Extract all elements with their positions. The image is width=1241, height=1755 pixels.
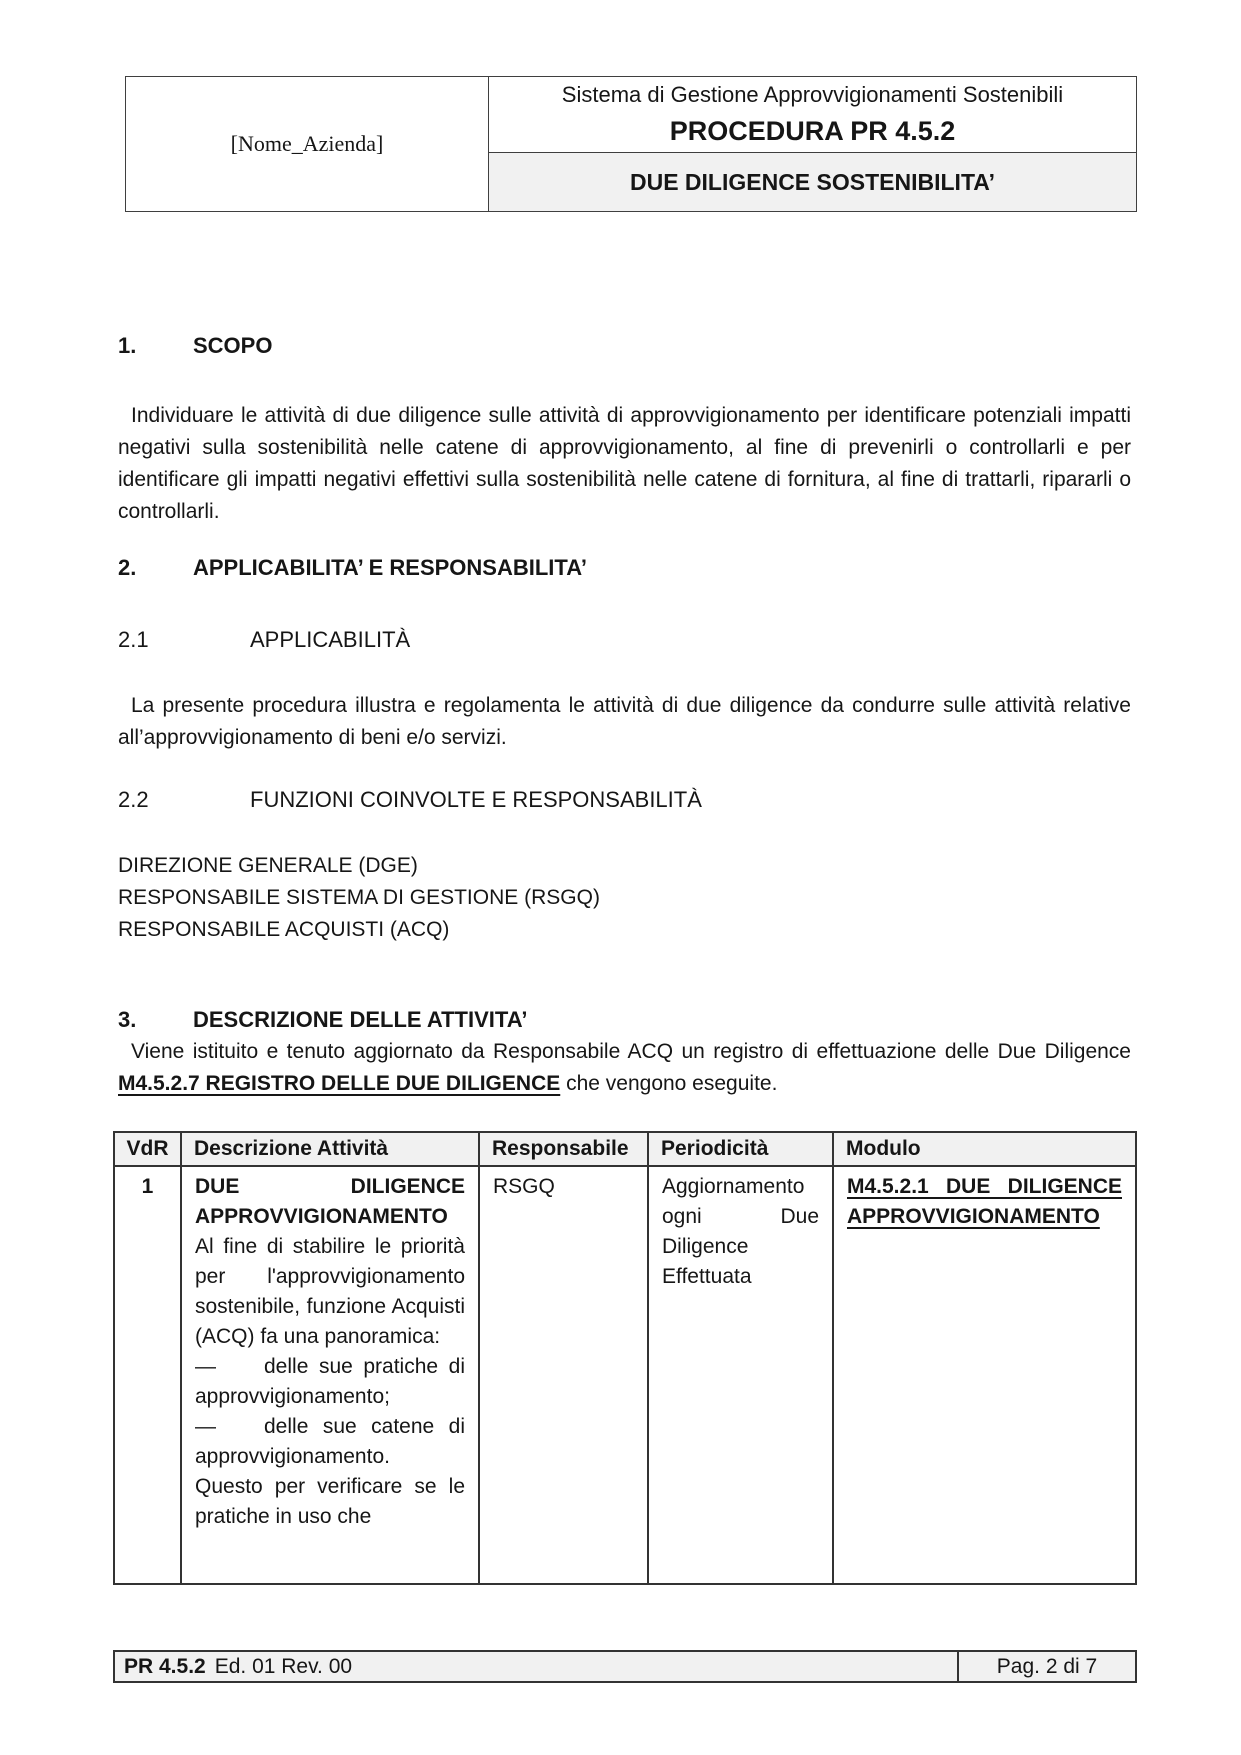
section-2-title: APPLICABILITA’ E RESPONSABILITA’ <box>193 555 588 580</box>
section-2-1-number: 2.1 <box>118 627 149 652</box>
footer-page-number <box>957 1650 1137 1683</box>
system-title: Sistema di Gestione Approvvigionamenti Sostenibili <box>561 81 1064 107</box>
section-3-title: DESCRIZIONE DELLE ATTIVITA’ <box>193 1007 528 1032</box>
function-item-dge: DIREZIONE GENERALE (DGE) <box>118 854 418 877</box>
modulo-reference: M4.5.2.1 DUE DILIGENCE APPROVVIGIONAMENTO <box>847 1175 1122 1228</box>
page-number-text: Pag. 2 di 7 <box>996 1654 1098 1678</box>
section-1-title: SCOPO <box>193 333 273 358</box>
cell-modulo <box>833 1166 1136 1584</box>
section-2-2-heading <box>118 786 1131 814</box>
function-item-acq: RESPONSABILE ACQUISTI (ACQ) <box>118 918 450 941</box>
section-2-heading <box>118 554 1131 582</box>
document-title: DUE DILIGENCE SOSTENIBILITA’ <box>629 168 996 195</box>
section-2-number: 2. <box>118 555 137 580</box>
section-1-number: 1. <box>118 333 137 358</box>
section-3-text-before: Viene istituito e tenuto aggiornato da Responsabile ACQ un registro di effettuazione delle Due Diligence <box>131 1040 1131 1063</box>
section-2-2-number: 2.2 <box>118 787 149 812</box>
column-header-descrizione: Descrizione Attività <box>181 1132 479 1166</box>
description-item-1-text: delle sue pratiche di approvvigionamento; <box>195 1355 465 1408</box>
column-header-vdr: VdR <box>114 1132 181 1166</box>
functions-list <box>118 850 1131 946</box>
header-title-cell <box>489 77 1136 153</box>
description-item-2 <box>195 1412 465 1472</box>
section-2-2-title: FUNZIONI COINVOLTE E RESPONSABILITÀ <box>250 787 702 812</box>
column-header-responsabile: Responsabile <box>479 1132 648 1166</box>
section-2-1-title: APPLICABILITÀ <box>250 627 411 652</box>
section-3-paragraph <box>118 1036 1131 1100</box>
description-outro: Questo per verificare se le pratiche in uso che <box>195 1475 465 1528</box>
function-item-rsgq: RESPONSABILE SISTEMA DI GESTIONE (RSGQ) <box>118 886 600 909</box>
description-title: DUE DILIGENCE APPROVVIGIONAMENTO <box>195 1175 465 1228</box>
column-header-modulo: Modulo <box>833 1132 1136 1166</box>
section-3-text-after: che vengono eseguite. <box>560 1072 778 1095</box>
description-item-1 <box>195 1352 465 1412</box>
activities-table-row-1 <box>114 1166 1136 1584</box>
cell-responsabile: RSGQ <box>479 1166 648 1584</box>
dash-glyph: — <box>195 1415 216 1438</box>
column-header-periodicita: Periodicità <box>648 1132 833 1166</box>
section-1-heading <box>118 332 1131 360</box>
procedure-title: PROCEDURA PR 4.5.2 <box>669 115 956 146</box>
cell-description <box>181 1166 479 1584</box>
page-footer <box>113 1650 1137 1683</box>
dash-glyph: — <box>195 1355 216 1378</box>
section-1-paragraph: Individuare le attività di due diligence sulle attività di approvvigionamento per identificare potenziali impatti negativi sulla sostenibilità nelle catene di approvvigionamento, al fine di prevenirli o controllarli e per identificare gli impatti negativi effettivi sulla sostenibilità nelle catene di fornitura, al fine di trattarli, ripararli o controllarli. <box>118 404 1131 523</box>
section-2-1-heading <box>118 626 1131 654</box>
description-intro: Al fine di stabilire le priorità per l'approvvigionamento sostenibile, funzione Acquisti (ACQ) fa una panoramica: <box>195 1235 465 1348</box>
cell-vdr: 1 <box>114 1166 181 1584</box>
company-name-cell <box>126 77 489 211</box>
cell-periodicita: Aggiornamento ogni Due Diligence Effettuata <box>648 1166 833 1584</box>
activities-table-header-row <box>114 1132 1136 1166</box>
registro-reference: M4.5.2.7 REGISTRO DELLE DUE DILIGENCE <box>118 1072 561 1095</box>
description-item-2-text: delle sue catene di approvvigionamento. <box>195 1415 465 1468</box>
document-header-table <box>125 76 1137 212</box>
company-name: [Nome_Azienda] <box>230 131 384 156</box>
footer-doc-code: PR 4.5.2 <box>124 1654 206 1678</box>
activities-table <box>113 1131 1137 1585</box>
footer-edition: Ed. 01 Rev. 00 <box>214 1654 353 1678</box>
section-3-number: 3. <box>118 1007 137 1032</box>
document-title-cell <box>489 153 1136 211</box>
section-3-heading <box>118 1006 1131 1034</box>
section-2-1-paragraph: La presente procedura illustra e regolamenta le attività di due diligence da condurre sulle attività relative all’approvvigionamento di beni e/o servizi. <box>118 694 1131 749</box>
footer-document-info <box>113 1650 957 1683</box>
